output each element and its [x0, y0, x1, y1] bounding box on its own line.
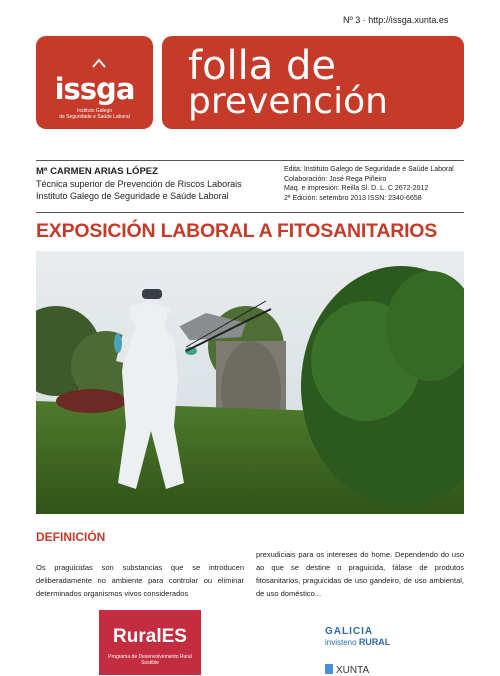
divider-top: [36, 160, 464, 161]
divider-mid: [36, 212, 464, 213]
masthead-title-line2: prevención: [188, 81, 388, 122]
rurales-logo: [99, 610, 201, 675]
logo-subtitle: Instituto Galego de Seguridade e Saúde Laboral: [59, 108, 130, 120]
article-headline: EXPOSICIÓN LABORAL A FITOSANITARIOS: [36, 220, 438, 242]
author-block: [36, 166, 242, 202]
galicia-rural-logo: GALICIA invisteno RURAL: [325, 626, 391, 647]
masthead-title-box: [162, 36, 464, 129]
xunta-logo: XUNTA: [325, 664, 369, 676]
definition-text-right: prexudiciais para os intereses do home. Dependendo do uso ao que se destine o praguicida, fálase de produtos fitosanitarios, praguicidas de uso gandeiro, de uso ambiental, de uso doméstico...: [256, 550, 464, 598]
credits-line3: Maq. e impresión: Reilla Sl. D. L. C 2672-2012: [284, 185, 429, 192]
photo-illustration: [36, 251, 464, 514]
issga-logo: [36, 36, 153, 129]
credits-line1: Edita: Instituto Galego de Seguridade e Saúde Laboral: [284, 166, 454, 173]
roof-icon: [92, 58, 106, 68]
credits-line4: 2ª Edición: setembro 2013 ISSN: 2340-6658: [284, 194, 422, 202]
issue-line: Nº 3 · http://issga.xunta.es: [343, 15, 449, 25]
worker-spraying-photo: [36, 251, 464, 514]
author-role: Técnica superior de Prevención de Riscos Laborais: [36, 179, 242, 189]
author-name: Mª CARMEN ARIAS LÓPEZ: [36, 166, 158, 177]
author-org: Instituto Galego de Seguridade e Saúde Laboral: [36, 191, 229, 201]
section-title: DEFINICIÓN: [36, 530, 106, 544]
xunta-flag-icon: [325, 664, 333, 674]
rurales-wordmark: RuralES: [113, 626, 187, 647]
credits-block: [284, 165, 454, 203]
rurales-subtitle: Programa de Desenvolvemento Rural Sostible: [108, 654, 192, 666]
credits-line2: Colaboración: José Rega Piñeiro: [284, 175, 387, 183]
logo-word: issga: [54, 72, 135, 106]
definition-text-left: Os praguicidas son substancias que se introducen deliberadamente no ambiente para controlar ou eliminar determinados organismos vivos considerados: [36, 563, 244, 598]
masthead-title-line1: folla de: [188, 43, 337, 89]
